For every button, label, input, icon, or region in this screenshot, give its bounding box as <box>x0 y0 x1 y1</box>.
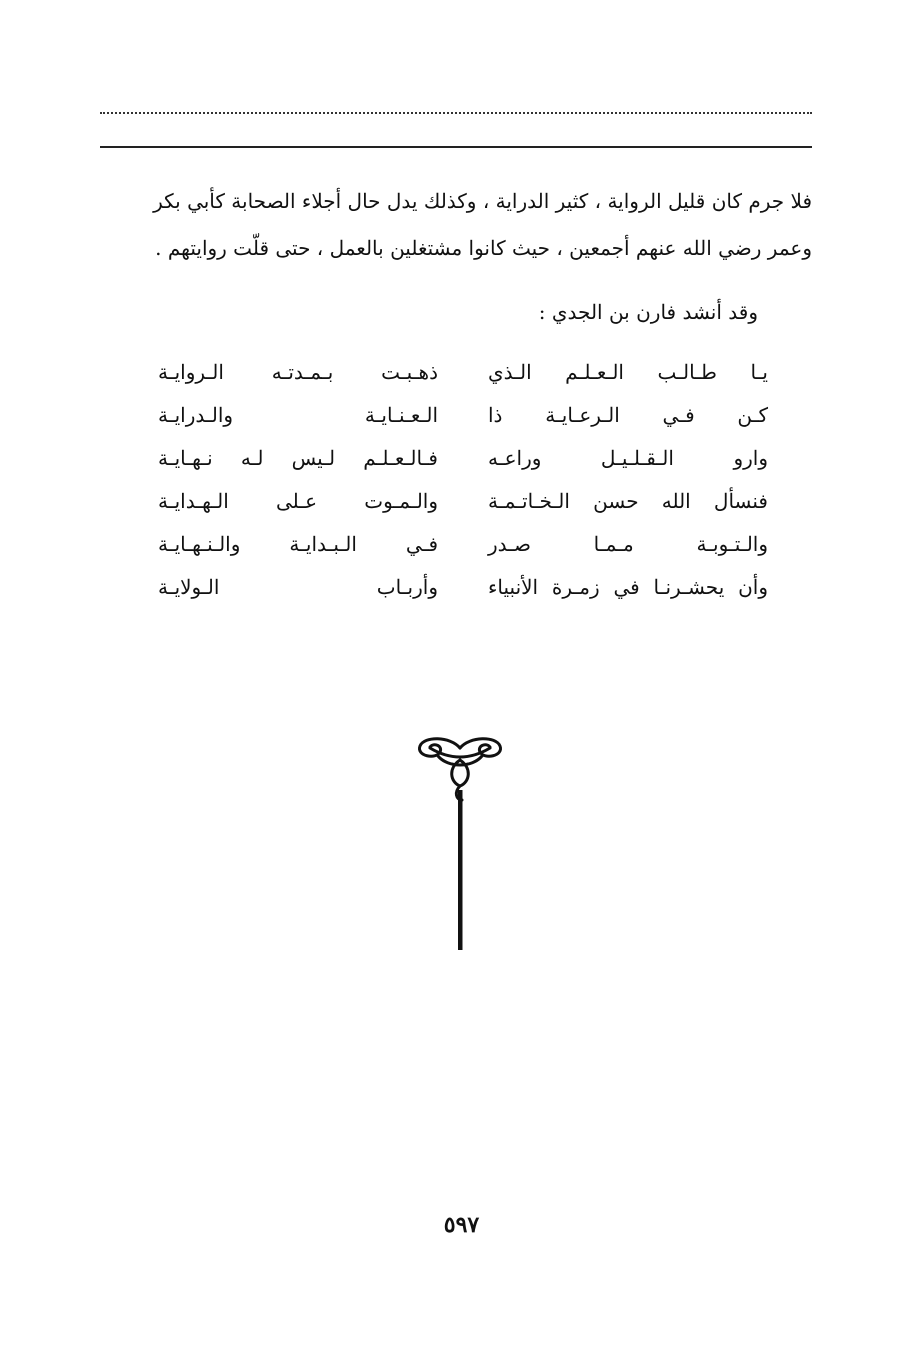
verse <box>158 436 768 479</box>
poem-intro: وقد أنشد فارن بن الجدي : <box>538 300 758 324</box>
verse-first-hemistich: يـا طـالـب الـعـلـم الـذي <box>488 359 768 384</box>
verse-first-hemistich: وأن يحشـرنـا في زمـرة الأنبياء <box>488 574 768 599</box>
verse-second-hemistich: فـي الـبـدايـة والـنـهـايـة <box>158 531 438 556</box>
verse-first-hemistich: فنسأل الله حسن الـخـاتـمـة <box>488 488 768 513</box>
verse <box>158 522 768 565</box>
header-rule <box>100 146 812 148</box>
paragraph <box>86 178 812 272</box>
verse <box>158 479 768 522</box>
paragraph-line: فلا جرم كان قليل الرواية ، كثير الدراية ، وكذلك يدل حال أجلاء الصحابة كأبي بكر <box>153 189 812 213</box>
verse-first-hemistich: والـتـوبـة مـمـا صـدر <box>488 531 768 556</box>
verse-second-hemistich: وأربـاب الـولايـة <box>158 574 438 599</box>
verse-second-hemistich: والـمـوت عـلى الـهـدايـة <box>158 488 438 513</box>
verse-second-hemistich: ذهـبـت بـمـدتـه الـروايـة <box>158 359 438 384</box>
verse-second-hemistich: الـعـنـايـة والـدرايـة <box>158 402 438 427</box>
verse <box>158 393 768 436</box>
end-ornament-icon <box>410 730 510 955</box>
verse-second-hemistich: فـالـعـلـم لـيس لـه نـهـايـة <box>158 445 438 470</box>
page-number: ٥٩٧ <box>443 1212 480 1238</box>
verse-first-hemistich: وارو الـقـلـيـل وراعـه <box>488 445 768 470</box>
paragraph-line: وعمر رضي الله عنهم أجمعين ، حيث كانوا مشتغلين بالعمل ، حتى قلّت روايتهم . <box>155 236 812 260</box>
verse <box>158 565 768 608</box>
header-dotted-line <box>100 112 812 114</box>
poem <box>158 350 768 608</box>
verse <box>158 350 768 393</box>
verse-first-hemistich: كـن فـي الـرعـايـة ذا <box>488 402 768 427</box>
